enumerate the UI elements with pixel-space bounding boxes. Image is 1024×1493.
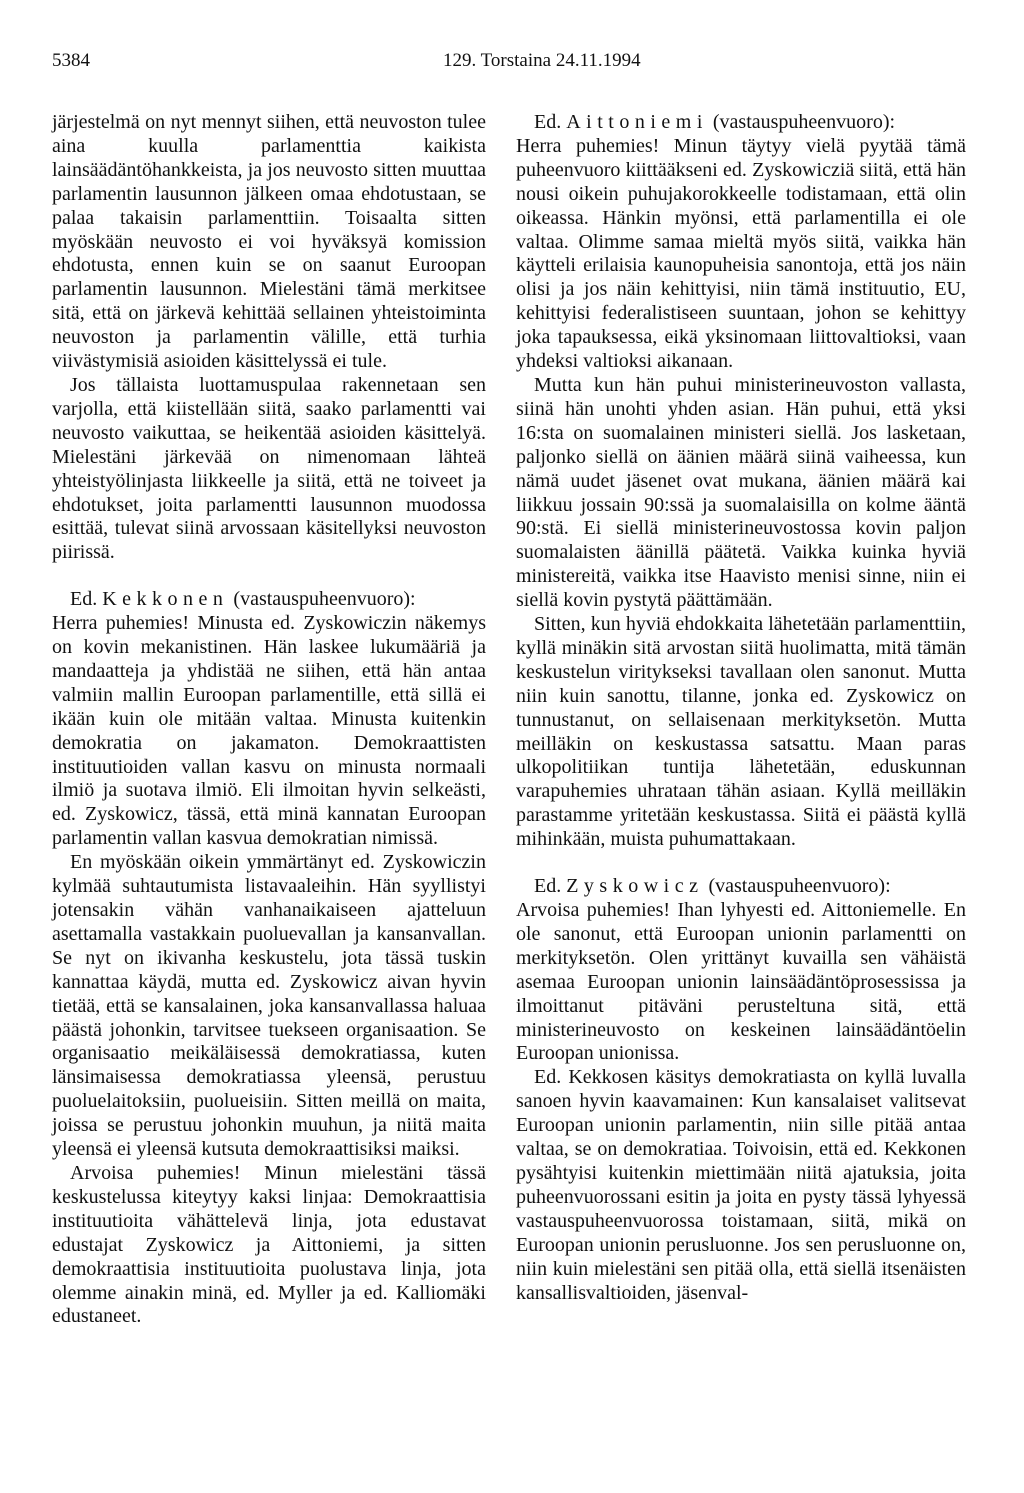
speaker-role: (vastauspuheenvuoro): xyxy=(707,111,896,133)
speaker-name: Kekkonen xyxy=(102,588,229,611)
speech-prefix: Ed. xyxy=(70,588,103,611)
paragraph: Sitten, kun hyviä ehdokkaita lähetetään parlamenttiin, kyllä minäkin sitä arvostan siitä huolimatta, mitä tämän keskustelun viritykseksi tavallaan olen sanonut. Mutta niin kuin sanottu, tilanne, jonka ed. Zyskowicz on tunnustanut, on sellaisenaan merkityksetön. Mutta meilläkin on keskustassa satsattu. Maan paras ulkopolitiikan tuntija lähetetään, eduskunnan varapuhemies uhrataan tähän asiaan. Kyllä meilläkin parastamme yritetään keskustassa. Siitä ei päästä kyllä mihinkään, muista puhumattakaan. xyxy=(516,613,966,851)
speech-heading xyxy=(516,875,966,899)
left-column xyxy=(52,111,486,1329)
speaker-name: Aittoniemi xyxy=(566,111,708,133)
speaker-name: Zyskowicz xyxy=(566,875,704,898)
speaker-role: (vastauspuheenvuoro): xyxy=(703,875,891,898)
paragraph: Mutta kun hän puhui ministerineuvoston vallasta, siinä hän unohti yhden asian. Hän puhui, että yksi 16:sta on suomalainen ministeri siellä. Jos lasketaan, paljonko siellä on äänien määrä siinä vaiheessa, kun nämä uudet jäsenet ovat mukana, äänien määrä kai liikkuu jossain 90:ssä ja suomalaisilla on kolme ääntä 90:stä. Ei siellä ministerineuvostossa kovin paljon suomalaisten äänillä päätetä. Vaikka kuinka hyviä ministereitä, vaikka itse Haavisto menisi sinne, niin ei siellä kovin pystytä päättämään. xyxy=(516,373,966,612)
paragraph: Jos tällaista luottamuspulaa rakennetaan sen varjolla, että kiistellään siitä, saako parlamentti vai neuvosto vaikuttaa, se heikentää asioiden käsittelyä. Mielestäni järkevää on nimenomaan lähteä yhteistyölinjasta liikkeelle ja siitä, että ne toiveet ja ehdotukset, joita parlamentti lausunnon muodossa esittää, tulevat siinä arvossaan käsitellyksi neuvoston piirissä. xyxy=(52,373,486,564)
session-info: 129. Torstaina 24.11.1994 xyxy=(443,50,641,71)
paragraph: Herra puhemies! Minun täytyy vielä pyytää tämä puheenvuoro kiittääkseni ed. Zyskowicziä siitä, että hän nousi oikein puhujakorokkeelle todistamaan, että olin oikeassa. Hänkin myönsi, että parlamentilla ei ole valtaa. Olimme samaa mieltä myös siitä, vaikka hän käytteli erilaisia kaunopuheisia sanontoja, että jos näin olisi ja jos näin kehittyisi, niin tämä instituutio, EU, kehittyisi federalistiseen suuntaan, johon se kehittyy joka tapauksessa, eikä yksinomaan liittovaltioksi, vaan yhdeksi valtioksi aikanaan. xyxy=(516,134,966,373)
speech-prefix: Ed. xyxy=(534,875,567,898)
page-number: 5384 xyxy=(52,50,90,71)
speech-prefix: Ed. xyxy=(534,111,567,133)
paragraph: Arvoisa puhemies! Minun mielestäni tässä keskustelussa kiteytyy kaksi linjaa: Demokraattisia instituutioita vähättelevä linja, jota edustavat edustajat Zyskowicz ja Aittoniemi, ja sitten demokraattisia instituutioita puolustava linja, jota olemme ainakin minä, ed. Myller ja ed. Kalliomäki edustaneet. xyxy=(52,1161,486,1328)
speech-heading xyxy=(516,111,966,135)
paragraph: Herra puhemies! Minusta ed. Zyskowiczin näkemys on kovin mekanistinen. Hän laskee lukumääriä ja mandaatteja ja yhdistää ne siihen, että hän antaa valmiin mallin Euroopan parlamentille, että sillä ei ikään kuin ole mitään valtaa. Minusta kuitenkin demokratia on jakamaton. Demokraattisten instituutioiden vallan kasvu on minusta normaali ilmiö ja suotava ilmiö. Eli ilmoitan hyvin selkeästi, ed. Zyskowicz, tässä, että minä kannatan Euroopan parlamentin vallan kasvua demokratian nimissä. xyxy=(52,612,486,850)
page-header xyxy=(52,50,972,80)
paragraph: järjestelmä on nyt mennyt siihen, että neuvoston tulee aina kuulla parlamenttia kaikista lainsäädäntöhankkeista, ja jos neuvosto sitten muuttaa parlamentin lausunnon jälkeen omaa ehdotustaan, se palaa takaisin parlamenttiin. Toisaalta sitten myöskään neuvosto ei voi hyväksyä komission ehdotusta, ennen kuin se on saanut Euroopan parlamentin lausunnon. Mielestäni tämä merkitsee sitä, että on järkevä kehittää sellainen yhteistoiminta neuvoston ja parlamentin välille, että turhia viivästymisiä asioiden käsittelyssä ei tule. xyxy=(52,111,486,373)
paragraph: Arvoisa puhemies! Ihan lyhyesti ed. Aittoniemelle. En ole sanonut, että Euroopan unionin parlamentti on merkityksetön. Olen yrittänyt kuvailla sen vähäistä asemaa Euroopan unionin lainsäädäntöprosessissa ja ilmoittanut pitäväni perusteltuna sitä, että ministerineuvosto on keskeinen lainsäädäntöelin Euroopan unionissa. xyxy=(516,899,966,1065)
speaker-role: (vastauspuheenvuoro): xyxy=(228,588,416,611)
speech-heading xyxy=(52,588,486,612)
paragraph: Ed. Kekkosen käsitys demokratiasta on kyllä luvalla sanoen hyvin kaavamainen: Kun kansalaiset valitsevat Euroopan unionin parlamentin, niin sille pitää antaa valtaa, se on demokratiaa. Toivoisin, että ed. Kekkonen pysähtyisi kuitenkin miettimään niitä ajatuksia, joita puheenvuorossani esitin ja joita en pysty tässä lyhyessä vastauspuheenvuorossa toistamaan, siitä, mikä on Euroopan unionin perusluonne. Jos sen perusluonne on, niin kuin mielestäni sen pitää olla, että siellä itsenäisten kansallisvaltioiden, jäsenval- xyxy=(516,1066,966,1304)
paragraph: En myöskään oikein ymmärtänyt ed. Zyskowiczin kylmää suhtautumista listavaaleihin. Hän syyllistyi jotensakin vähän vanhanaikaiseen ajatteluun asettamalla vastakkain puoluevallan ja kansanvallan. Se nyt on ikivanha keskustelu, jota tässä tuskin kannattaa käydä, mutta ed. Zyskowicz aivan hyvin tietää, että se kansalainen, joka kansanvallassa haluaa päästä johonkin, tarvitsee tuekseen organisaation. Se organisaatio meikäläisessä demokratiassa, kuten länsimaisessa demokratiassa yleensä, perustuu puoluelaitoksiin, puolueisiin. Sitten meillä on maita, joissa se perustuu johonkin muuhun, ja niitä maita yleensä ei yleensä kutsuta demokraattisiksi maiksi. xyxy=(52,851,486,1161)
right-column xyxy=(516,111,966,1305)
